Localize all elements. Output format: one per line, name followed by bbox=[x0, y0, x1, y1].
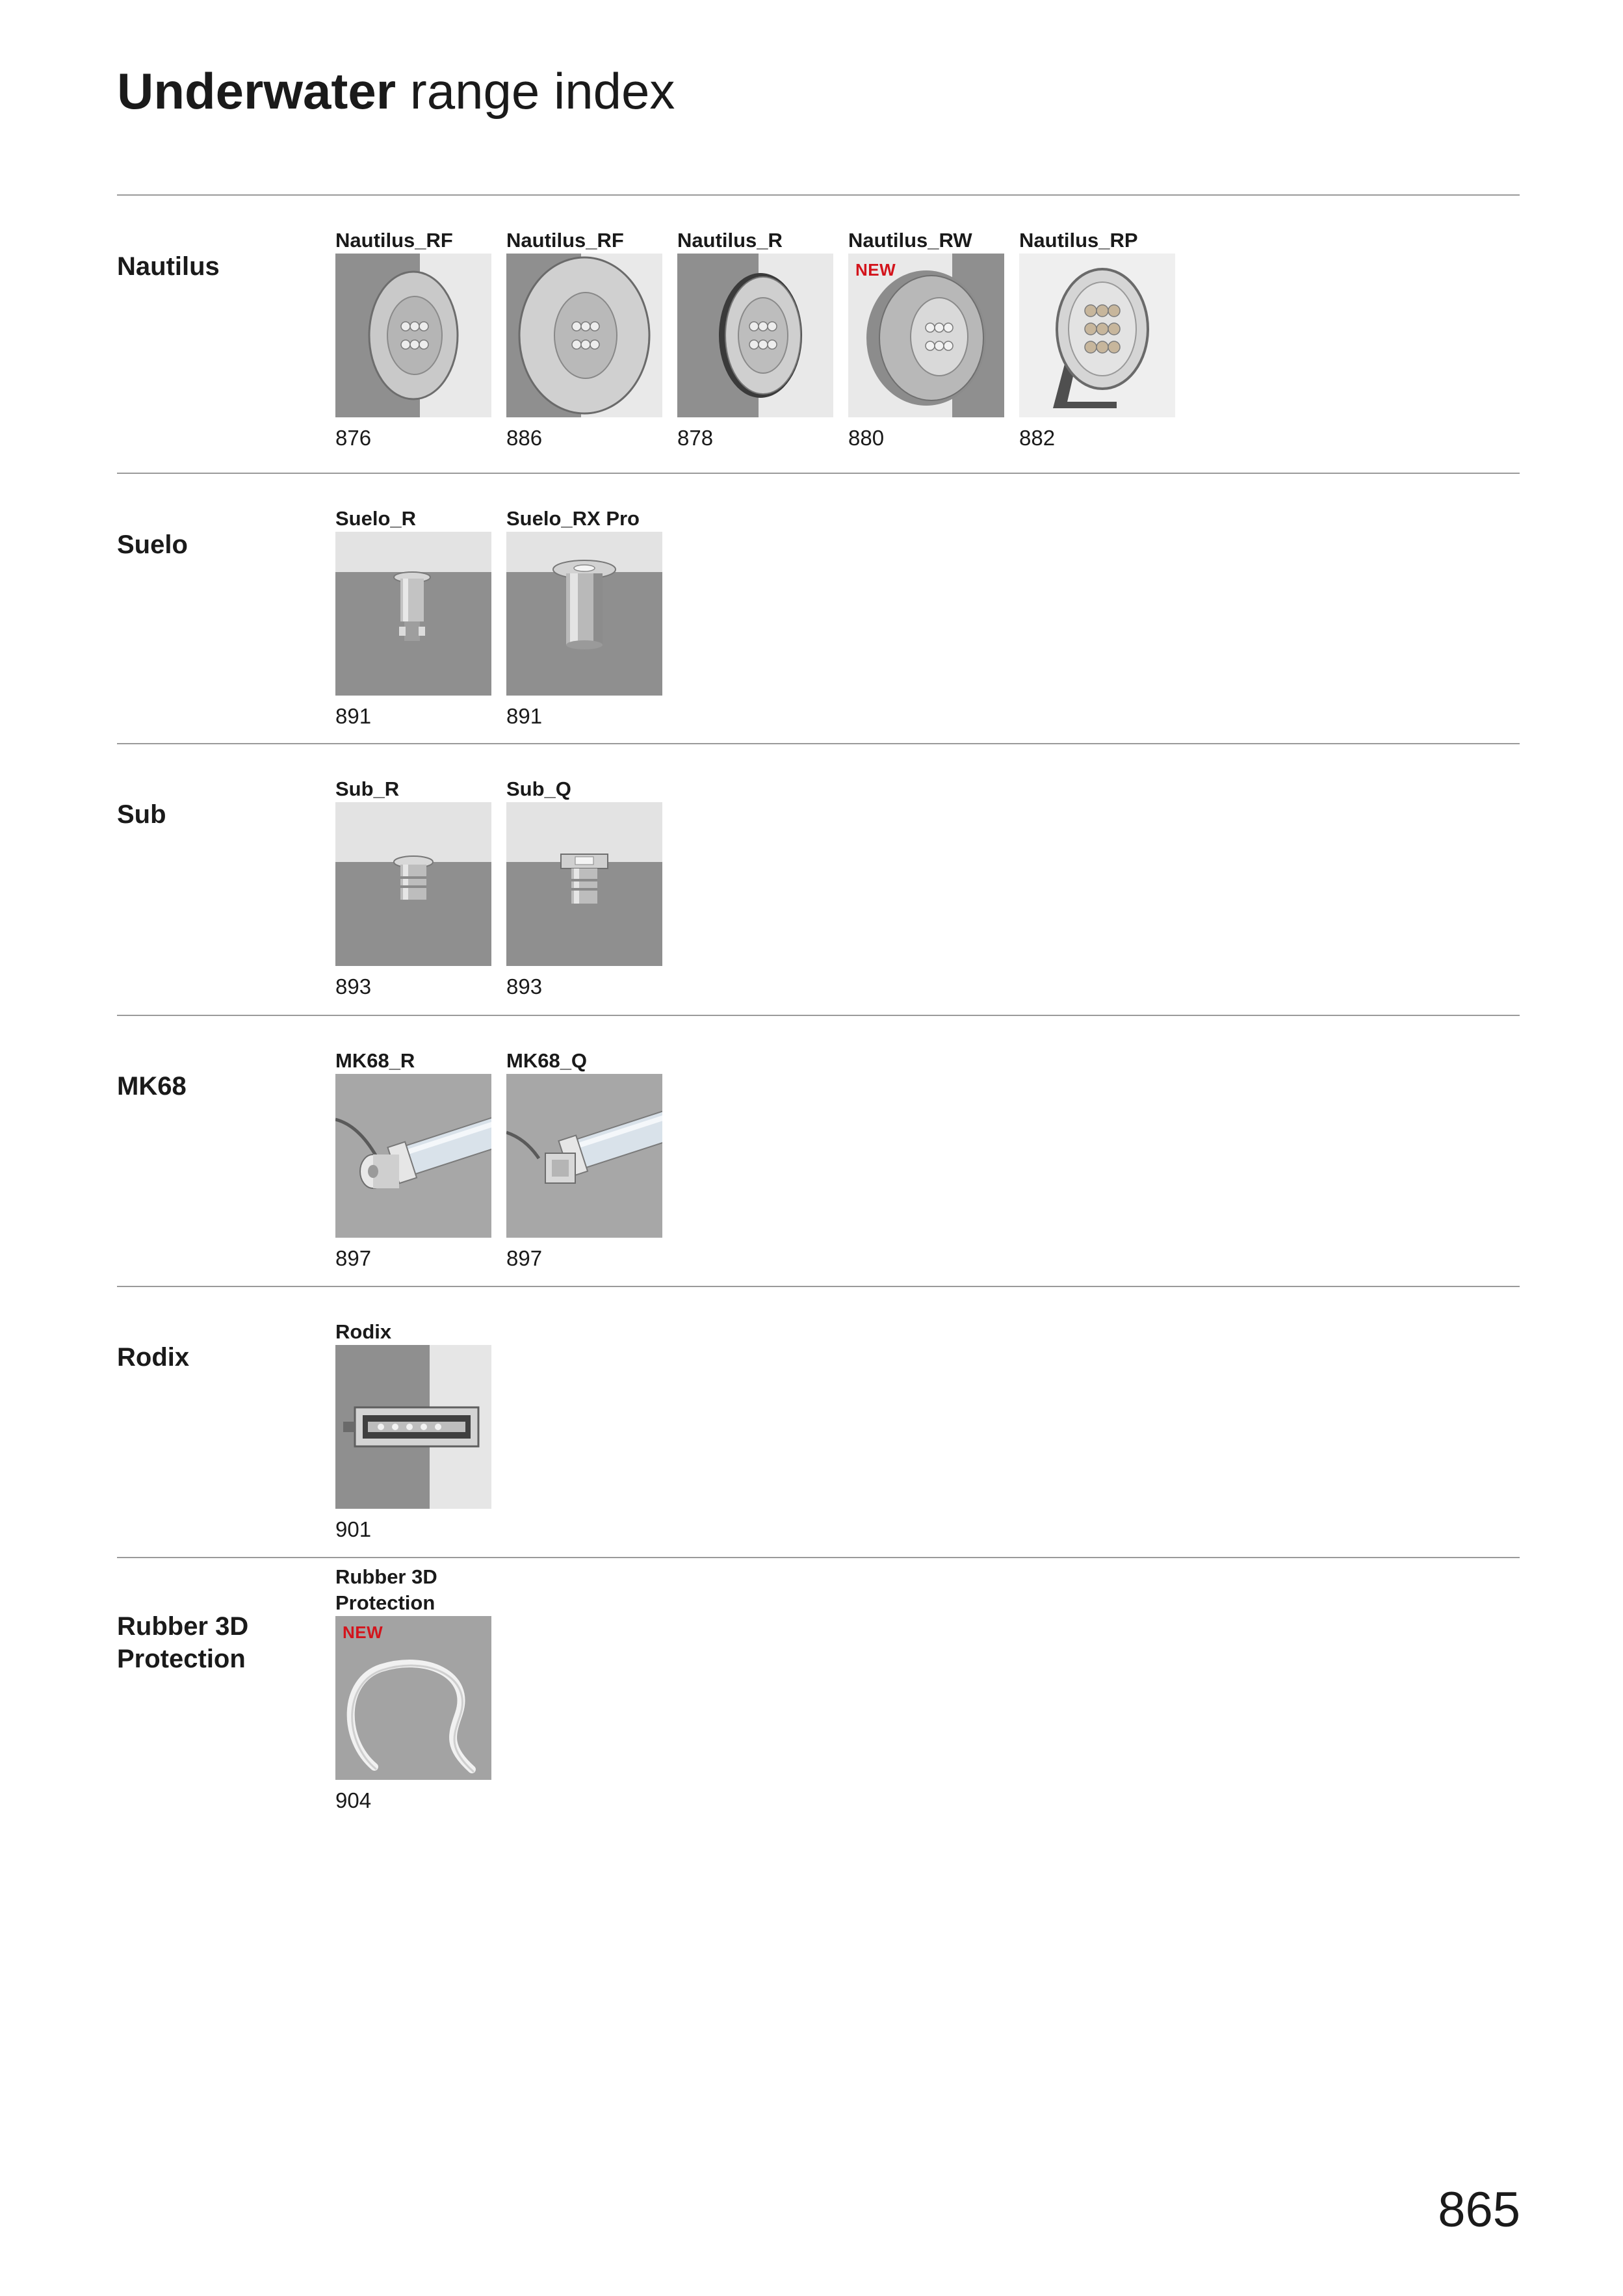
product-page-number: 878 bbox=[677, 426, 714, 450]
nautilus-rf-large-image bbox=[506, 254, 662, 417]
product-name: Sub_R bbox=[335, 777, 400, 800]
suelo-rx-pro-image bbox=[506, 532, 662, 696]
family-name: Suelo bbox=[117, 530, 188, 559]
product-name: MK68_Q bbox=[506, 1049, 588, 1072]
product-name: Nautilus_RF bbox=[335, 229, 453, 252]
product-card[interactable] bbox=[506, 506, 662, 729]
divider bbox=[117, 1015, 1520, 1016]
page-number: 865 bbox=[1438, 2182, 1520, 2237]
product-name: Rubber 3D Protection bbox=[335, 1565, 437, 1614]
family-name: Rubber 3D Protection bbox=[117, 1612, 249, 1673]
product-card[interactable] bbox=[848, 228, 1004, 451]
product-card[interactable] bbox=[335, 228, 491, 451]
page-title bbox=[117, 64, 675, 120]
product-page-number: 897 bbox=[335, 1246, 372, 1270]
rubber-3d-protection-image bbox=[335, 1616, 491, 1780]
family-name: Nautilus bbox=[117, 252, 220, 281]
product-card[interactable] bbox=[335, 506, 491, 729]
product-name: Rodix bbox=[335, 1320, 392, 1343]
product-page-number: 897 bbox=[506, 1246, 543, 1270]
product-page-number: 893 bbox=[335, 974, 372, 998]
product-card[interactable] bbox=[335, 776, 491, 1000]
product-card[interactable] bbox=[1019, 228, 1175, 451]
product-name: Nautilus_RW bbox=[848, 229, 972, 252]
product-name: Nautilus_R bbox=[677, 229, 783, 252]
product-card[interactable] bbox=[677, 228, 833, 451]
product-page-number: 876 bbox=[335, 426, 372, 450]
family-name: Rodix bbox=[117, 1343, 190, 1372]
product-name: Suelo_R bbox=[335, 507, 417, 530]
product-card[interactable] bbox=[335, 1319, 491, 1543]
rodix-image bbox=[335, 1345, 491, 1509]
divider bbox=[117, 1286, 1520, 1287]
nautilus-rp-image bbox=[1019, 254, 1175, 417]
nautilus-rw-image bbox=[848, 254, 1004, 417]
product-page-number: 886 bbox=[506, 426, 543, 450]
product-card[interactable] bbox=[335, 1564, 491, 1814]
family-name: Sub bbox=[117, 800, 166, 829]
page-title-rest: range index bbox=[396, 62, 675, 120]
family-name: MK68 bbox=[117, 1072, 187, 1101]
product-page-number: 904 bbox=[335, 1788, 372, 1812]
product-card[interactable] bbox=[506, 228, 662, 451]
product-name: Suelo_RX Pro bbox=[506, 507, 640, 530]
product-page-number: 893 bbox=[506, 974, 543, 998]
product-page-number: 882 bbox=[1019, 426, 1056, 450]
product-name: MK68_R bbox=[335, 1049, 415, 1072]
page-title-bold: Underwater bbox=[117, 62, 396, 120]
product-page-number: 891 bbox=[335, 704, 372, 728]
divider bbox=[117, 473, 1520, 474]
product-card[interactable] bbox=[335, 1048, 491, 1272]
suelo-r-image bbox=[335, 532, 491, 696]
product-name: Nautilus_RP bbox=[1019, 229, 1138, 252]
mk68-r-image bbox=[335, 1074, 491, 1238]
product-card[interactable] bbox=[506, 1048, 662, 1272]
product-page-number: 880 bbox=[848, 426, 885, 450]
nautilus-rf-image bbox=[335, 254, 491, 417]
sub-q-image bbox=[506, 802, 662, 966]
nautilus-r-image bbox=[677, 254, 833, 417]
product-card[interactable] bbox=[506, 776, 662, 1000]
divider bbox=[117, 743, 1520, 744]
sub-r-image bbox=[335, 802, 491, 966]
product-name: Nautilus_RF bbox=[506, 229, 624, 252]
new-badge: NEW bbox=[343, 1623, 383, 1642]
product-page-number: 901 bbox=[335, 1517, 372, 1541]
product-name: Sub_Q bbox=[506, 777, 571, 800]
divider bbox=[117, 1557, 1520, 1558]
divider bbox=[117, 194, 1520, 196]
mk68-q-image bbox=[506, 1074, 662, 1238]
new-badge: NEW bbox=[855, 260, 896, 280]
product-page-number: 891 bbox=[506, 704, 543, 728]
